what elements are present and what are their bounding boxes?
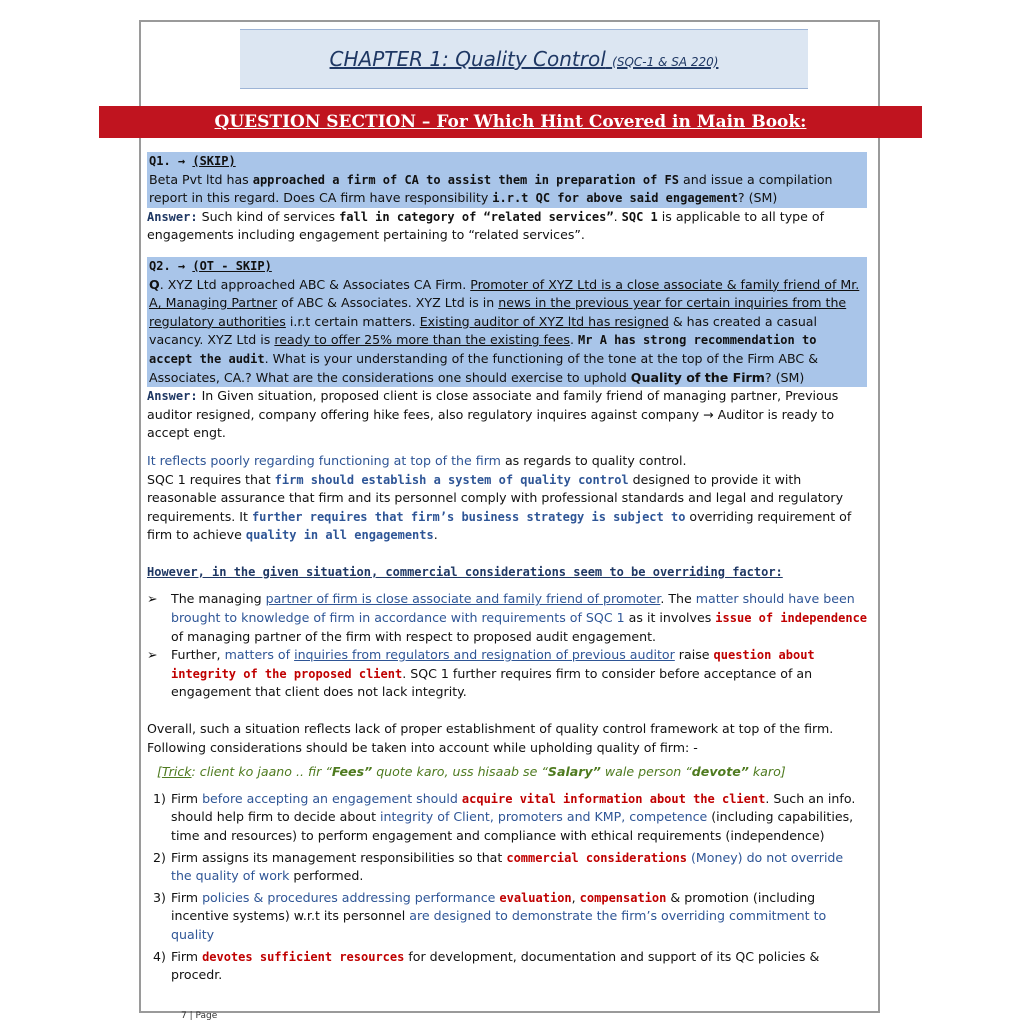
considerations-list bbox=[147, 790, 867, 985]
chapter-heading bbox=[240, 29, 808, 89]
question-1-tag: (SKIP) bbox=[192, 154, 236, 168]
arrow-bullet-icon: ➢ bbox=[147, 647, 158, 663]
trick-line: [Trick: client ko jaano .. fir “Fees” quote karo, uss hisaab se “Salary” wale person “devote” karo] bbox=[157, 764, 786, 780]
bullet-list bbox=[147, 590, 867, 702]
document-body bbox=[147, 152, 867, 988]
banner-text: QUESTION SECTION – For Which Hint Covered in Main Book: bbox=[214, 112, 807, 132]
answer-1: Answer: Such kind of services fall in category of “related services”. SQC 1 is applicable to all type of engagements including engagement pertaining to “related services”. bbox=[147, 208, 825, 243]
chapter-subtitle: (SQC-1 & SA 220) bbox=[612, 55, 719, 69]
question-2-tag: (OT - SKIP) bbox=[192, 258, 272, 273]
question-1-text: Q1. → (SKIP) Beta Pvt ltd has approached a firm of CA to assist them in preparation of FS and issue a compilation report in this regard. Does CA firm have responsibility i.r.t QC for above said engagement? (SM) bbox=[147, 152, 867, 208]
list-item: ➢ Further, matters of inquiries from regulators and resignation of previous auditor raise question about integrity of the proposed client. SQC 1 further requires firm to consider before acceptance of an engagement that client does not lack integrity. bbox=[147, 647, 815, 700]
overall-paragraph: Overall, such a situation reflects lack of proper establishment of quality control framework at top of the firm. Following considerations should be taken into account while upholding quality of firm: - bbox=[147, 721, 834, 755]
list-item: ➢ The managing partner of firm is close associate and family friend of promoter. The matter should have been brought to knowledge of firm in accordance with requirements of SQC 1 as it involves issue of independence of managing partner of the firm with respect to proposed audit engagement. bbox=[147, 591, 868, 644]
arrow-bullet-icon: ➢ bbox=[147, 591, 158, 607]
paragraph-functioning: It reflects poorly regarding functioning at top of the firm as regards to quality control. bbox=[147, 452, 687, 468]
list-item: 3) Firm policies & procedures addressing performance evaluation, compensation & promotion (including incentive systems) w.r.t its personnel are designed to demonstrate the firm’s overriding commitment to quality bbox=[153, 889, 827, 942]
list-item: 2) Firm assigns its management responsibilities so that commercial considerations (Money) do not override the quality of work performed. bbox=[153, 849, 844, 884]
page-number: 7 | Page bbox=[181, 1011, 218, 1021]
chapter-title: CHAPTER 1: Quality Control (SQC-1 & SA 220) bbox=[329, 47, 719, 71]
question-1 bbox=[147, 152, 867, 245]
answer-2: Answer: In Given situation, proposed client is close associate and family friend of managing partner, Previous auditor resigned, company offering hike fees, also regulatory inquires against company → Auditor is ready to accept engt. bbox=[147, 388, 839, 441]
however-heading: However, in the given situation, commercial considerations seem to be overriding factor: bbox=[147, 564, 783, 579]
question-2-text: Q2. → (OT - SKIP) Q. XYZ Ltd approached ABC & Associates CA Firm. Promoter of XYZ Ltd is a close associate & family friend of Mr. A, Managing Partner of ABC & Associates. XYZ Ltd is in news in the previous year for certain inquiries from the regulatory authorities i.r.t certain matters. Existing auditor of XYZ ltd has resigned & has created a casual vacancy. XYZ Ltd is ready to offer 25% more than the existing fees. Mr A has strong recommendation to accept the audit. What is your understanding of the functioning of the tone at the top of the Firm ABC & Associates, CA.? What are the considerations one should exercise to uphold Quality of the Firm? (SM) bbox=[147, 257, 867, 387]
paragraph-sqc1: SQC 1 requires that firm should establish a system of quality control designed to provide it with reasonable assurance that firm and its personnel comply with professional standards and legal and regulatory requirements. It further requires that firm’s business strategy is subject to overriding requirement of firm to achieve quality in all engagements. bbox=[147, 471, 852, 543]
list-item: 4) Firm devotes sufficient resources for development, documentation and support of its QC policies & procedr. bbox=[153, 948, 820, 983]
question-section-banner bbox=[99, 106, 922, 138]
question-2 bbox=[147, 257, 867, 443]
list-item: 1) Firm before accepting an engagement should acquire vital information about the client. Such an info. should help firm to decide about integrity of Client, promoters and KMP, competence (including capabilities, time and resources) to perform engagement and compliance with ethical requirements (independence) bbox=[153, 790, 856, 843]
